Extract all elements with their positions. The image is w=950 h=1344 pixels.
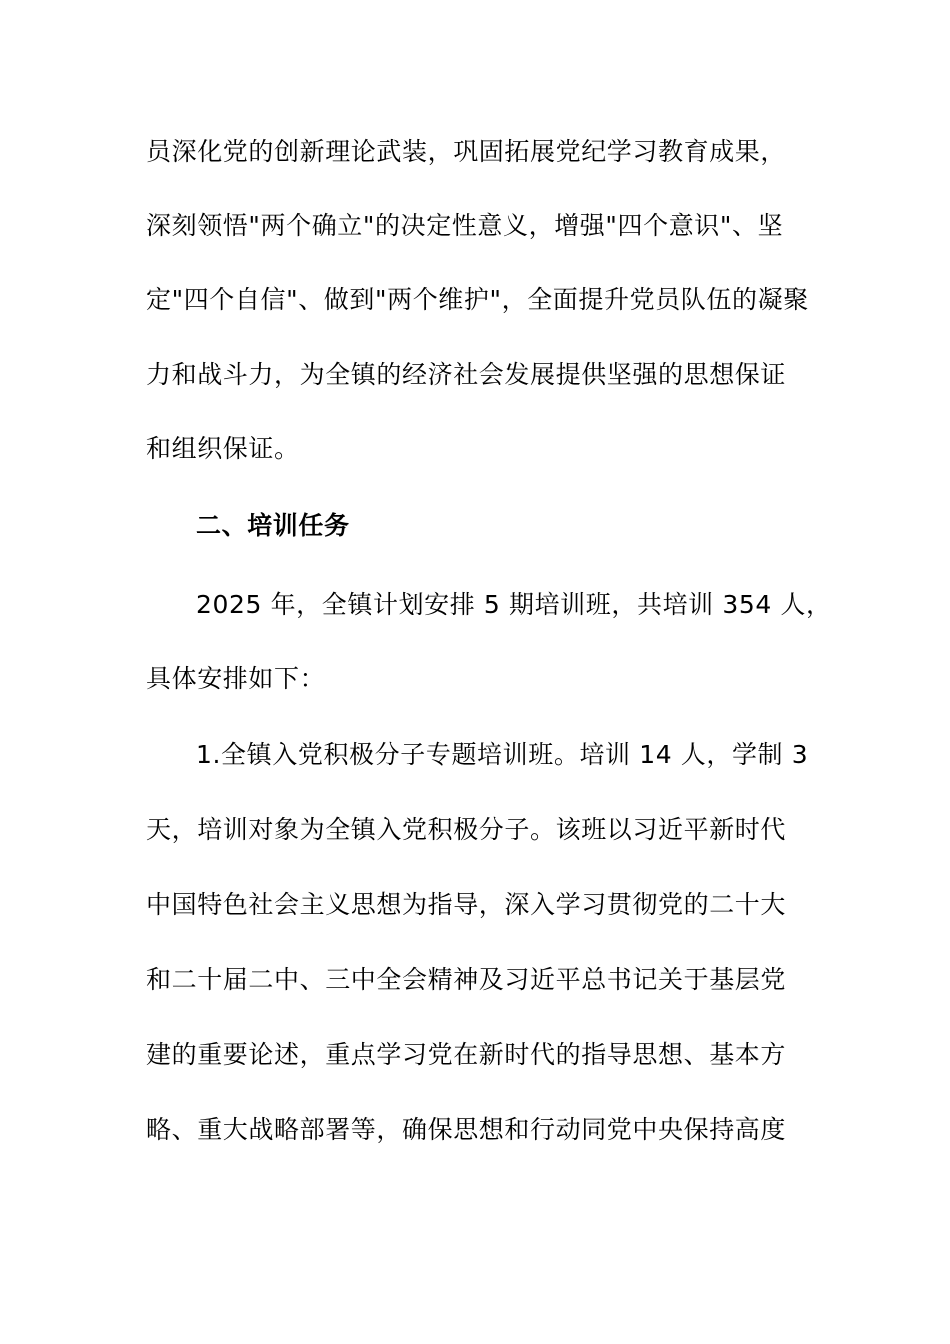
paragraph-line: 力和战斗力，为全镇的经济社会发展提供坚强的思想保证 — [146, 360, 787, 389]
paragraph-line: 定"四个自信"、做到"两个维护"，全面提升党员队伍的凝聚 — [146, 285, 809, 314]
section-heading: 二、培训任务 — [196, 511, 350, 540]
paragraph-line: 略、重大战略部署等，确保思想和行动同党中央保持高度 — [146, 1115, 787, 1144]
paragraph-line: 深刻领悟"两个确立"的决定性意义，增强"四个意识"、坚 — [146, 211, 784, 240]
paragraph-line: 2025 年，全镇计划安排 5 期培训班，共培训 354 人， — [196, 590, 832, 619]
paragraph-line: 1.全镇入党积极分子专题培训班。培训 14 人，学制 3 — [196, 740, 809, 769]
paragraph-line: 具体安排如下： — [146, 664, 326, 693]
paragraph-line: 中国特色社会主义思想为指导，深入学习贯彻党的二十大 — [146, 890, 787, 919]
paragraph-line: 员深化党的创新理论武装，巩固拓展党纪学习教育成果， — [146, 137, 787, 166]
paragraph-line: 建的重要论述，重点学习党在新时代的指导思想、基本方 — [146, 1040, 787, 1069]
paragraph-line: 和组织保证。 — [146, 434, 300, 463]
paragraph-line: 和二十届二中、三中全会精神及习近平总书记关于基层党 — [146, 965, 787, 994]
paragraph-line: 天，培训对象为全镇入党积极分子。该班以习近平新时代 — [146, 815, 787, 844]
